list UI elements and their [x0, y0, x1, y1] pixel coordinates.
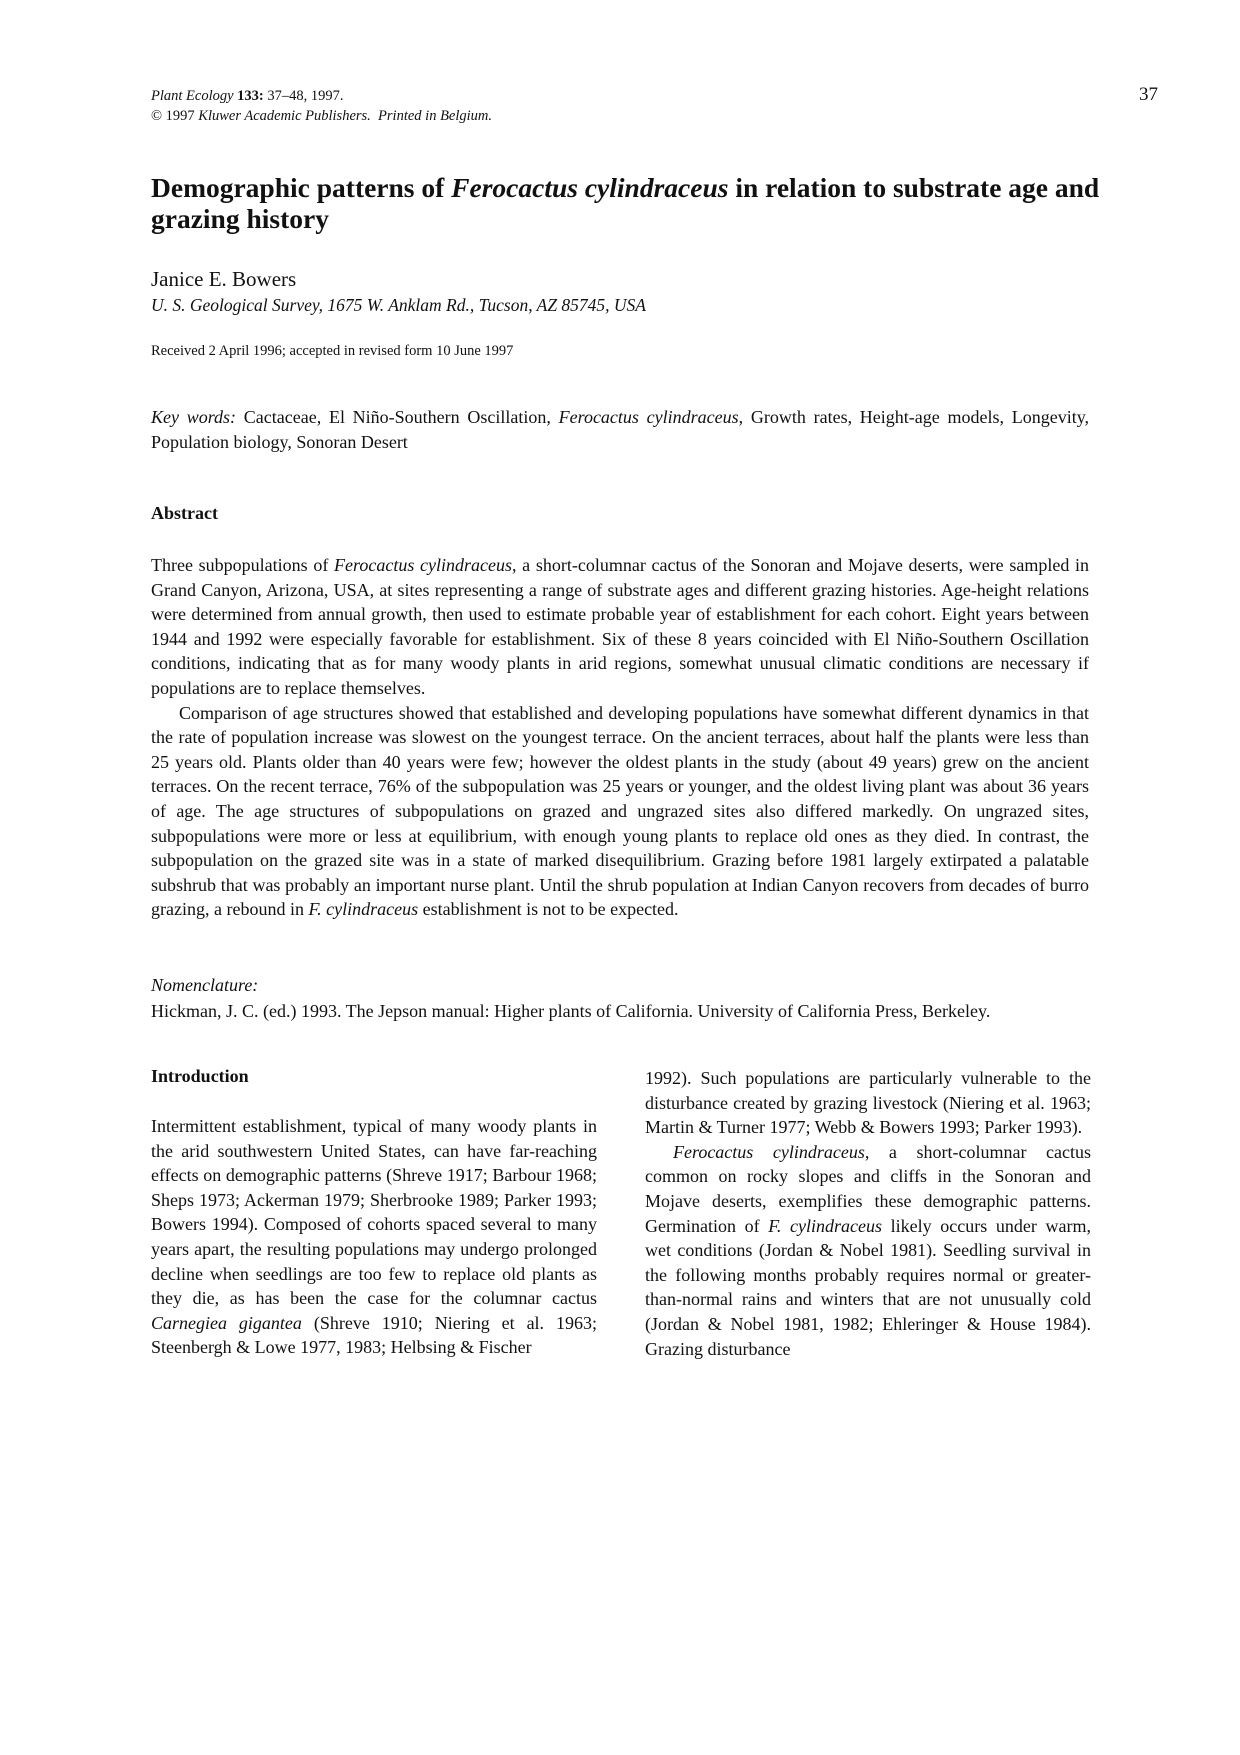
- keywords-part-2: , Growth rates, Height-age models, Longevity, Population biology, Sonoran Desert: [151, 407, 1090, 452]
- abstract-paragraph: [151, 701, 1089, 922]
- body-column-left: [151, 1114, 597, 1360]
- body-text: Intermittent establishment, typical of many woody plants in the arid southwestern United States, can have far-reaching effects on demographic patterns (Shreve 1917; Barbour 1968; Sheps 1973; Ackerman 1979; Sherbrooke 1989; Parker 1993; Bowers 1994). Composed of cohorts spaced several to many years apart, the resulting populations may undergo prolonged decline when seedlings are too few to replace old plants as they die, as has been the case for the columnar cactus: [151, 1116, 597, 1309]
- page-number: 37: [1139, 84, 1158, 105]
- copyright-line: [151, 106, 492, 126]
- journal-citation: [151, 86, 492, 126]
- body-text: , a short-columnar cactus common on rocky slopes and cliffs in the Sonoran and Mojave deserts, exemplifies these demographic patterns. Germination of: [645, 1141, 1092, 1236]
- body-species: Carnegiea gigantea: [151, 1312, 302, 1333]
- publisher: Kluwer Academic Publishers.: [198, 108, 371, 124]
- body-paragraph: [645, 1066, 1091, 1140]
- keywords: [151, 405, 1089, 454]
- copyright-year: 1997: [165, 108, 195, 124]
- keywords-part-1: Cactaceae, El Niño-Southern Oscillation,: [243, 407, 551, 427]
- abstract-species: F. cylindraceus: [308, 899, 419, 920]
- abstract-paragraph: [151, 553, 1089, 701]
- journal-line: [151, 86, 492, 106]
- body-text: likely occurs under warm, wet conditions (Jordan & Nobel 1981). Seedling survival in the following months probably requires normal or greater-than-normal rains and winters that are not unusually cold (Jordan & Nobel 1981, 1982; Ehleringer & House 1984). Grazing disturbance: [645, 1215, 1092, 1359]
- body-paragraph: [151, 1114, 597, 1360]
- author-affiliation: U. S. Geological Survey, 1675 W. Anklam Rd., Tucson, AZ 85745, USA: [151, 295, 646, 315]
- abstract-text: , a short-columnar cactus of the Sonoran and Mojave deserts, were sampled in Grand Canyon, Arizona, USA, at sites representing a range of substrate ages and different grazing histories. Age-height relations were determined from annual growth, then used to estimate probable year of establishment for each cohort. Eight years between 1944 and 1992 were especially favorable for establishment. Six of these 8 years coincided with El Niño-Southern Oscillation conditions, indicating that as for many woody plants in arid regions, somewhat unusual climatic conditions are necessary if populations are to replace themselves.: [151, 555, 1090, 698]
- abstract-species: Ferocactus cylindraceus: [334, 555, 512, 575]
- title-species: Ferocactus cylindraceus: [451, 172, 729, 203]
- body-species: Ferocactus cylindraceus: [673, 1141, 865, 1162]
- body-column-right: [645, 1066, 1091, 1361]
- title-part-2: in relation to substrate age and grazing history: [151, 172, 1100, 234]
- printed-in: Printed in Belgium.: [378, 108, 493, 124]
- received-dates: Received 2 April 1996; accepted in revised form 10 June 1997: [151, 343, 514, 359]
- keywords-label: Key words:: [151, 407, 237, 427]
- body-text: 1992). Such populations are particularly vulnerable to the disturbance created by grazing livestock (Niering et al. 1963; Martin & Turner 1977; Webb & Bowers 1993; Parker 1993).: [645, 1068, 1091, 1138]
- abstract-text: establishment is not to be expected.: [422, 899, 679, 920]
- title-part-1: Demographic patterns of: [151, 172, 445, 203]
- journal-pages-year: 37–48, 1997.: [267, 88, 344, 104]
- author-name: Janice E. Bowers: [151, 267, 297, 291]
- nomenclature-heading: Nomenclature:: [151, 975, 259, 995]
- body-text: (Shreve 1910; Niering et al. 1963; Steenbergh & Lowe 1977, 1983; Helbsing & Fischer: [151, 1312, 597, 1358]
- body-species: F. cylindraceus: [768, 1215, 883, 1236]
- abstract-heading: Abstract: [151, 503, 218, 523]
- introduction-heading: Introduction: [151, 1066, 249, 1086]
- copyright-symbol: ©: [151, 108, 163, 124]
- journal-volume: 133:: [237, 88, 264, 104]
- body-paragraph: [645, 1140, 1091, 1361]
- abstract-text: Three subpopulations of: [151, 555, 329, 575]
- paper-title: [151, 172, 1151, 234]
- abstract-text: Comparison of age structures showed that established and developing populations have somewhat different dynamics in that the rate of population increase was slowest on the youngest terrace. On the ancient terraces, about half the plants were less than 25 years old. Plants older than 40 years were few; however the oldest plants in the study (about 49 years) grew on the ancient terraces. On the recent terrace, 76% of the subpopulation was 25 years or younger, and the oldest living plant was about 36 years of age. The age structures of subpopulations on grazed and ungrazed sites also differed markedly. On ungrazed sites, subpopulations were more or less at equilibrium, with enough young plants to replace old ones as they died. In contrast, the subpopulation on the grazed site was in a state of marked disequilibrium. Grazing before 1981 largely extirpated a palatable subshrub that was probably an important nurse plant. Until the shrub population at Indian Canyon recovers from decades of burro grazing, a rebound in: [151, 702, 1089, 920]
- abstract-body: [151, 553, 1089, 922]
- journal-name: Plant Ecology: [151, 88, 234, 104]
- nomenclature-text: Hickman, J. C. (ed.) 1993. The Jepson manual: Higher plants of California. University of California Press, Berkeley.: [151, 1001, 991, 1021]
- keywords-species: Ferocactus cylindraceus: [558, 407, 739, 427]
